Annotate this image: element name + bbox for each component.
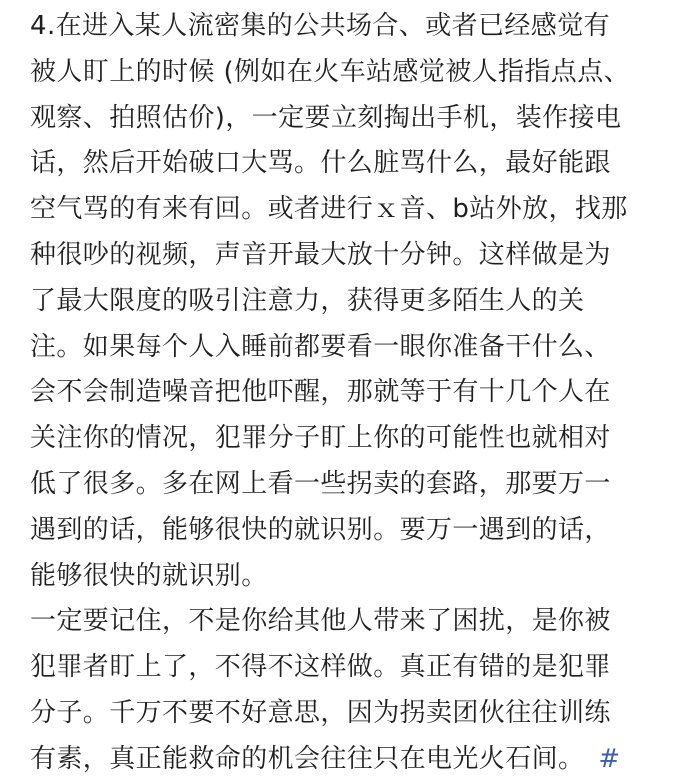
text-line-content: 有素，真正能救命的机会往往只在电光火石间。 [30,743,585,774]
text-line: 低了很多。多在网上看一些拐卖的套路，那要万一 [30,468,611,499]
text-line: 空气骂的有来有回。或者进行ｘ音、b站外放，找那 [30,194,628,225]
text-line: 会不会制造噪音把他吓醒，那就等于有十几个人在 [30,377,611,408]
text-line-last [30,737,670,783]
post-body [30,4,670,783]
hashtag-link[interactable]: # [598,743,621,774]
text-line: 被人盯上的时候 (例如在火车站感觉被人指指点点、 [30,56,631,87]
text-line: 话，然后开始破口大骂。什么脏骂什么，最好能跟 [30,148,611,179]
text-line: 种很吵的视频，声音开最大放十分钟。这样做是为 [30,239,611,270]
text-line: 了最大限度的吸引注意力，获得更多陌生人的关 [30,285,585,316]
text-line: 一定要记住，不是你给其他人带来了困扰，是你被 [30,606,611,637]
text-line: 4.在进入某人流密集的公共场合、或者已经感觉有 [30,11,611,41]
text-line: 遇到的话，能够很快的就识别。要万一遇到的话， [30,514,611,545]
text-line: 分子。千万不要不好意思，因为拐卖团伙往往训练 [30,697,611,728]
text-line: 犯罪者盯上了，不得不这样做。真正有错的是犯罪 [30,652,611,683]
text-line: 观察、拍照估价)，一定要立刻掏出手机，装作接电 [30,102,622,133]
text-line: 注。如果每个人入睡前都要看一眼你准备干什么、 [30,331,611,362]
text-line: 关注你的情况，犯罪分子盯上你的可能性也就相对 [30,423,611,454]
text-line: 能够很快的就识别。 [30,560,268,591]
